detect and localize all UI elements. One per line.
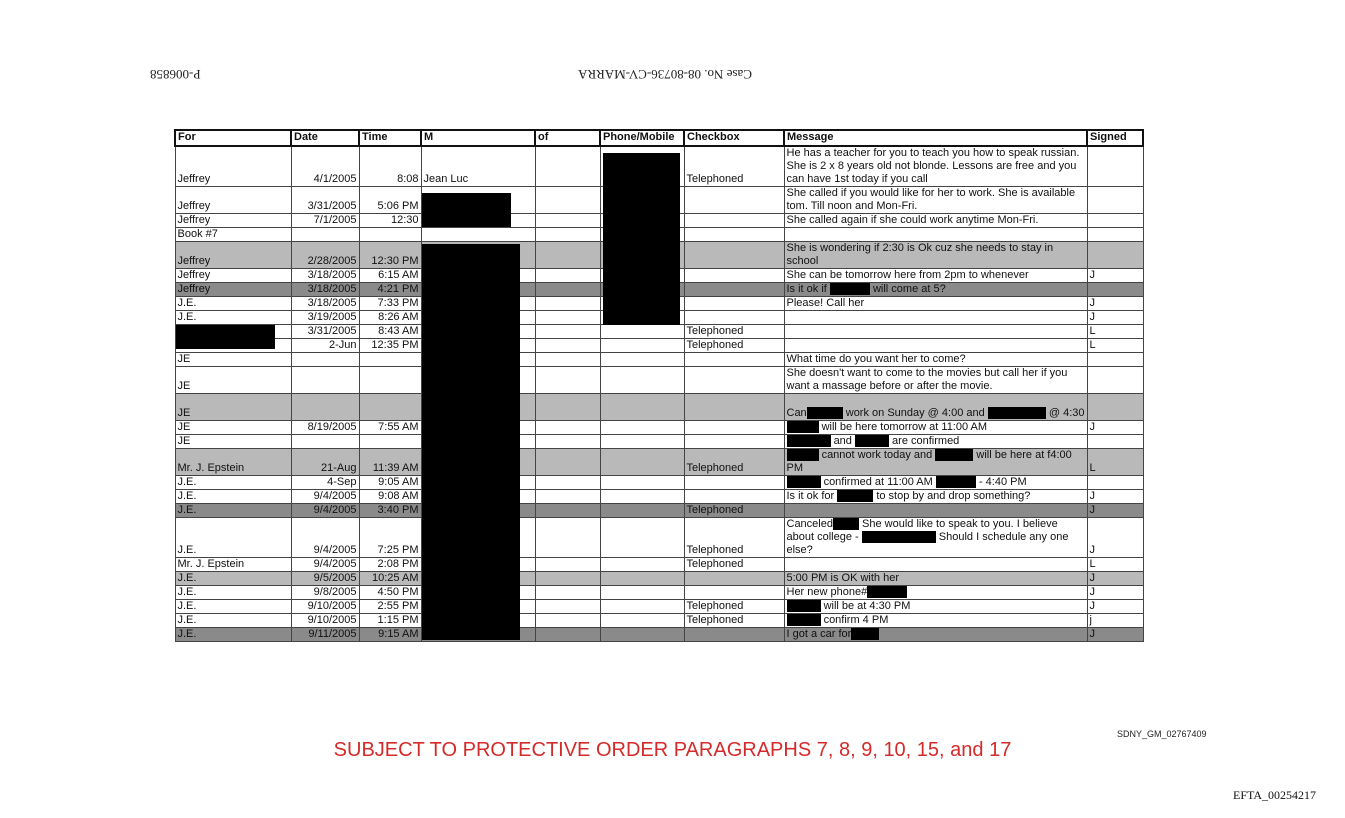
date-cell: 9/10/2005 (291, 614, 359, 628)
of-cell (535, 297, 600, 311)
phone-cell (600, 614, 684, 628)
of-cell (535, 283, 600, 297)
for-cell: Mr. J. Epstein (175, 449, 291, 476)
checkbox-cell: Telephoned (684, 449, 784, 476)
table-row (175, 339, 1143, 353)
signed-cell (1087, 476, 1143, 490)
time-cell (359, 367, 421, 394)
time-cell (359, 353, 421, 367)
message-cell: I got a car for (784, 628, 1087, 642)
signed-cell (1087, 228, 1143, 242)
message-cell: She is wondering if 2:30 is Ok cuz she needs to stay in school (784, 242, 1087, 269)
signed-cell: J (1087, 297, 1143, 311)
time-cell: 9:08 AM (359, 490, 421, 504)
redaction-box (862, 531, 936, 543)
date-cell: 9/4/2005 (291, 490, 359, 504)
time-cell: 3:40 PM (359, 504, 421, 518)
phone-cell (600, 558, 684, 572)
checkbox-cell: Telephoned (684, 614, 784, 628)
redaction-box (830, 283, 870, 295)
of-cell (535, 572, 600, 586)
time-cell: 2:55 PM (359, 600, 421, 614)
date-cell (291, 228, 359, 242)
phone-cell (600, 628, 684, 642)
checkbox-cell (684, 353, 784, 367)
phone-cell (600, 572, 684, 586)
of-cell (535, 325, 600, 339)
of-cell (535, 146, 600, 187)
for-cell: J.E. (175, 504, 291, 518)
of-cell (535, 586, 600, 600)
signed-cell: J (1087, 518, 1143, 558)
signed-cell (1087, 283, 1143, 297)
time-cell: 8:43 AM (359, 325, 421, 339)
time-cell: 12:30 PM (359, 242, 421, 269)
table-row (175, 628, 1143, 642)
time-cell: 7:33 PM (359, 297, 421, 311)
phone-cell (600, 449, 684, 476)
of-cell (535, 558, 600, 572)
checkbox-cell: Telephoned (684, 518, 784, 558)
of-cell (535, 435, 600, 449)
for-cell: Jeffrey (175, 269, 291, 283)
redaction-box (837, 490, 873, 502)
col-header-signed: Signed (1087, 130, 1143, 146)
col-header-of: of (535, 130, 600, 146)
signed-cell: L (1087, 558, 1143, 572)
date-cell: 3/31/2005 (291, 325, 359, 339)
table-row (175, 421, 1143, 435)
for-cell: JE (175, 394, 291, 421)
date-cell: 9/8/2005 (291, 586, 359, 600)
table-row (175, 600, 1143, 614)
date-cell (291, 394, 359, 421)
message-cell: confirm 4 PM (784, 614, 1087, 628)
for-cell: J.E. (175, 518, 291, 558)
of-cell (535, 228, 600, 242)
date-cell: 9/4/2005 (291, 558, 359, 572)
time-cell: 2:08 PM (359, 558, 421, 572)
for-cell: J.E. (175, 311, 291, 325)
checkbox-cell (684, 476, 784, 490)
col-header-phone: Phone/Mobile (600, 130, 684, 146)
message-cell (784, 311, 1087, 325)
for-cell: J.E. (175, 586, 291, 600)
for-cell: JE (175, 421, 291, 435)
date-cell: 3/18/2005 (291, 283, 359, 297)
for-cell: Jeffrey (175, 187, 291, 214)
signed-cell: L (1087, 339, 1143, 353)
date-cell (291, 367, 359, 394)
time-cell: 5:06 PM (359, 187, 421, 214)
checkbox-cell (684, 435, 784, 449)
redaction-box (787, 449, 819, 461)
message-cell: Can work on Sunday @ 4:00 and @ 4:30 (784, 394, 1087, 421)
redaction-box (787, 476, 821, 488)
bates-number: P-006858 (150, 67, 201, 82)
message-cell: Is it ok if will come at 5? (784, 283, 1087, 297)
of-cell (535, 490, 600, 504)
of-cell (535, 187, 600, 214)
checkbox-cell (684, 394, 784, 421)
time-cell (359, 394, 421, 421)
table-row (175, 476, 1143, 490)
date-cell: 9/4/2005 (291, 518, 359, 558)
redaction-box (988, 407, 1046, 419)
signed-cell: L (1087, 325, 1143, 339)
of-cell (535, 353, 600, 367)
for-cell: J.E. (175, 476, 291, 490)
col-header-checkbox: Checkbox (684, 130, 784, 146)
of-cell (535, 242, 600, 269)
checkbox-cell: Telephoned (684, 558, 784, 572)
signed-cell (1087, 242, 1143, 269)
date-cell: 9/10/2005 (291, 600, 359, 614)
phone-cell (600, 435, 684, 449)
table-row (175, 504, 1143, 518)
time-cell: 9:05 AM (359, 476, 421, 490)
date-cell (291, 353, 359, 367)
message-cell: will be here tomorrow at 11:00 AM (784, 421, 1087, 435)
time-cell: 4:21 PM (359, 283, 421, 297)
redaction-box (807, 407, 843, 419)
header-row (175, 130, 1143, 146)
for-cell: J.E. (175, 614, 291, 628)
redaction-box (833, 518, 859, 530)
message-cell (784, 504, 1087, 518)
checkbox-cell: Telephoned (684, 339, 784, 353)
checkbox-cell (684, 269, 784, 283)
phone-cell (600, 339, 684, 353)
of-cell (535, 449, 600, 476)
date-cell: 4-Sep (291, 476, 359, 490)
time-cell: 1:15 PM (359, 614, 421, 628)
protective-order-notice: SUBJECT TO PROTECTIVE ORDER PARAGRAPHS 7, 8, 9, 10, 15, and 17 (333, 739, 1012, 761)
redaction-box (851, 628, 879, 640)
checkbox-cell: Telephoned (684, 504, 784, 518)
message-cell: She can be tomorrow here from 2pm to whenever (784, 269, 1087, 283)
date-cell: 3/31/2005 (291, 187, 359, 214)
of-cell (535, 600, 600, 614)
checkbox-cell (684, 214, 784, 228)
checkbox-cell: Telephoned (684, 325, 784, 339)
signed-cell: J (1087, 421, 1143, 435)
for-cell: J.E. (175, 297, 291, 311)
for-cell: J.E. (175, 628, 291, 642)
message-cell (784, 228, 1087, 242)
message-cell: Her new phone# (784, 586, 1087, 600)
message-cell: She called if you would like for her to work. She is available tom. Till noon and Mon-Fri. (784, 187, 1087, 214)
redaction-box (855, 435, 889, 447)
phone-cell (600, 504, 684, 518)
time-cell: 12:35 PM (359, 339, 421, 353)
for-cell: JE (175, 367, 291, 394)
date-cell: 8/19/2005 (291, 421, 359, 435)
time-cell (359, 435, 421, 449)
time-cell: 6:15 AM (359, 269, 421, 283)
of-cell (535, 311, 600, 325)
time-cell: 8:26 AM (359, 311, 421, 325)
document-id: SDNY_GM_02767409 (1117, 729, 1207, 739)
message-cell (784, 558, 1087, 572)
signed-cell (1087, 435, 1143, 449)
m-cell (421, 228, 535, 242)
checkbox-cell (684, 490, 784, 504)
for-cell: Jeffrey (175, 146, 291, 187)
phone-cell (600, 586, 684, 600)
col-header-message: Message (784, 130, 1087, 146)
time-cell: 4:50 PM (359, 586, 421, 600)
of-cell (535, 628, 600, 642)
redaction-box (787, 600, 821, 612)
time-cell: 10:25 AM (359, 572, 421, 586)
time-cell: 8:08 (359, 146, 421, 187)
for-cell: J.E. (175, 600, 291, 614)
date-cell: 21-Aug (291, 449, 359, 476)
message-cell: She called again if she could work anytime Mon-Fri. (784, 214, 1087, 228)
table-row (175, 490, 1143, 504)
time-cell: 7:55 AM (359, 421, 421, 435)
redaction-block (176, 325, 275, 349)
checkbox-cell: Telephoned (684, 600, 784, 614)
checkbox-cell (684, 297, 784, 311)
table-row (175, 435, 1143, 449)
checkbox-cell (684, 242, 784, 269)
of-cell (535, 367, 600, 394)
checkbox-cell (684, 187, 784, 214)
for-cell: Jeffrey (175, 214, 291, 228)
checkbox-cell (684, 572, 784, 586)
col-header-date: Date (291, 130, 359, 146)
signed-cell: J (1087, 269, 1143, 283)
checkbox-cell (684, 421, 784, 435)
message-cell: Is it ok for to stop by and drop something? (784, 490, 1087, 504)
checkbox-cell (684, 586, 784, 600)
time-cell: 7:25 PM (359, 518, 421, 558)
table-row (175, 353, 1143, 367)
date-cell (291, 435, 359, 449)
checkbox-cell (684, 228, 784, 242)
time-cell (359, 228, 421, 242)
date-cell: 2-Jun (291, 339, 359, 353)
for-cell: J.E. (175, 490, 291, 504)
redaction-block (603, 153, 680, 325)
m-cell: Jean Luc (421, 146, 535, 187)
col-header-m: M (421, 130, 535, 146)
time-cell: 11:39 AM (359, 449, 421, 476)
table-row (175, 518, 1143, 558)
table-row (175, 586, 1143, 600)
table-row (175, 325, 1143, 339)
of-cell (535, 504, 600, 518)
message-cell: will be at 4:30 PM (784, 600, 1087, 614)
signed-cell (1087, 353, 1143, 367)
message-cell: He has a teacher for you to teach you how to speak russian. She is 2 x 8 years old not blonde. Lessons are free and you can have 1st today if you call (784, 146, 1087, 187)
signed-cell: J (1087, 311, 1143, 325)
date-cell: 9/4/2005 (291, 504, 359, 518)
redaction-box (867, 586, 907, 598)
date-cell: 3/18/2005 (291, 269, 359, 283)
for-cell: JE (175, 353, 291, 367)
date-cell: 9/5/2005 (291, 572, 359, 586)
table-row (175, 572, 1143, 586)
for-cell: Book #7 (175, 228, 291, 242)
of-cell (535, 214, 600, 228)
table-row (175, 367, 1143, 394)
redaction-box (787, 435, 831, 447)
table-row (175, 394, 1143, 421)
redaction-box (787, 614, 821, 626)
signed-cell (1087, 187, 1143, 214)
phone-cell (600, 325, 684, 339)
redaction-box (935, 449, 973, 461)
signed-cell: J (1087, 504, 1143, 518)
phone-cell (600, 600, 684, 614)
phone-cell (600, 421, 684, 435)
checkbox-cell (684, 311, 784, 325)
col-header-time: Time (359, 130, 421, 146)
for-cell: Jeffrey (175, 242, 291, 269)
phone-cell (600, 353, 684, 367)
redaction-block (422, 244, 520, 640)
for-cell: J.E. (175, 572, 291, 586)
date-cell: 9/11/2005 (291, 628, 359, 642)
message-cell: Canceled She would like to speak to you. I believe about college - Should I schedule any one else? (784, 518, 1087, 558)
case-number: Case No. 08-80736-CV-MARRA (578, 67, 752, 82)
for-cell: Mr. J. Epstein (175, 558, 291, 572)
message-cell (784, 339, 1087, 353)
of-cell (535, 476, 600, 490)
signed-cell: J (1087, 600, 1143, 614)
of-cell (535, 421, 600, 435)
date-cell: 2/28/2005 (291, 242, 359, 269)
checkbox-cell (684, 283, 784, 297)
checkbox-cell (684, 367, 784, 394)
redaction-box (787, 421, 819, 433)
signed-cell: J (1087, 586, 1143, 600)
date-cell: 4/1/2005 (291, 146, 359, 187)
table-row (175, 614, 1143, 628)
signed-cell: J (1087, 628, 1143, 642)
checkbox-cell: Telephoned (684, 146, 784, 187)
message-cell: She doesn't want to come to the movies but call her if you want a massage before or after the movie. (784, 367, 1087, 394)
time-cell: 12:30 (359, 214, 421, 228)
checkbox-cell (684, 628, 784, 642)
message-cell: and are confirmed (784, 435, 1087, 449)
message-cell: Please! Call her (784, 297, 1087, 311)
table-row (175, 449, 1143, 476)
of-cell (535, 339, 600, 353)
table-row (175, 558, 1143, 572)
of-cell (535, 394, 600, 421)
message-cell: cannot work today and will be here at f4:00 PM (784, 449, 1087, 476)
signed-cell: j (1087, 614, 1143, 628)
date-cell: 3/19/2005 (291, 311, 359, 325)
phone-cell (600, 518, 684, 558)
redaction-block (422, 193, 511, 227)
phone-cell (600, 394, 684, 421)
phone-cell (600, 490, 684, 504)
message-cell: confirmed at 11:00 AM - 4:40 PM (784, 476, 1087, 490)
date-cell: 3/18/2005 (291, 297, 359, 311)
signed-cell (1087, 394, 1143, 421)
time-cell: 9:15 AM (359, 628, 421, 642)
message-cell: What time do you want her to come? (784, 353, 1087, 367)
for-cell: JE (175, 435, 291, 449)
col-header-for: For (175, 130, 291, 146)
for-cell: Jeffrey (175, 283, 291, 297)
signed-cell: J (1087, 490, 1143, 504)
of-cell (535, 269, 600, 283)
message-cell: 5:00 PM is OK with her (784, 572, 1087, 586)
signed-cell (1087, 214, 1143, 228)
signed-cell: L (1087, 449, 1143, 476)
message-cell (784, 325, 1087, 339)
phone-cell (600, 367, 684, 394)
phone-cell (600, 476, 684, 490)
signed-cell (1087, 367, 1143, 394)
signed-cell (1087, 146, 1143, 187)
redaction-box (936, 476, 976, 488)
efta-id: EFTA_00254217 (1233, 788, 1317, 802)
of-cell (535, 614, 600, 628)
of-cell (535, 518, 600, 558)
signed-cell: J (1087, 572, 1143, 586)
date-cell: 7/1/2005 (291, 214, 359, 228)
